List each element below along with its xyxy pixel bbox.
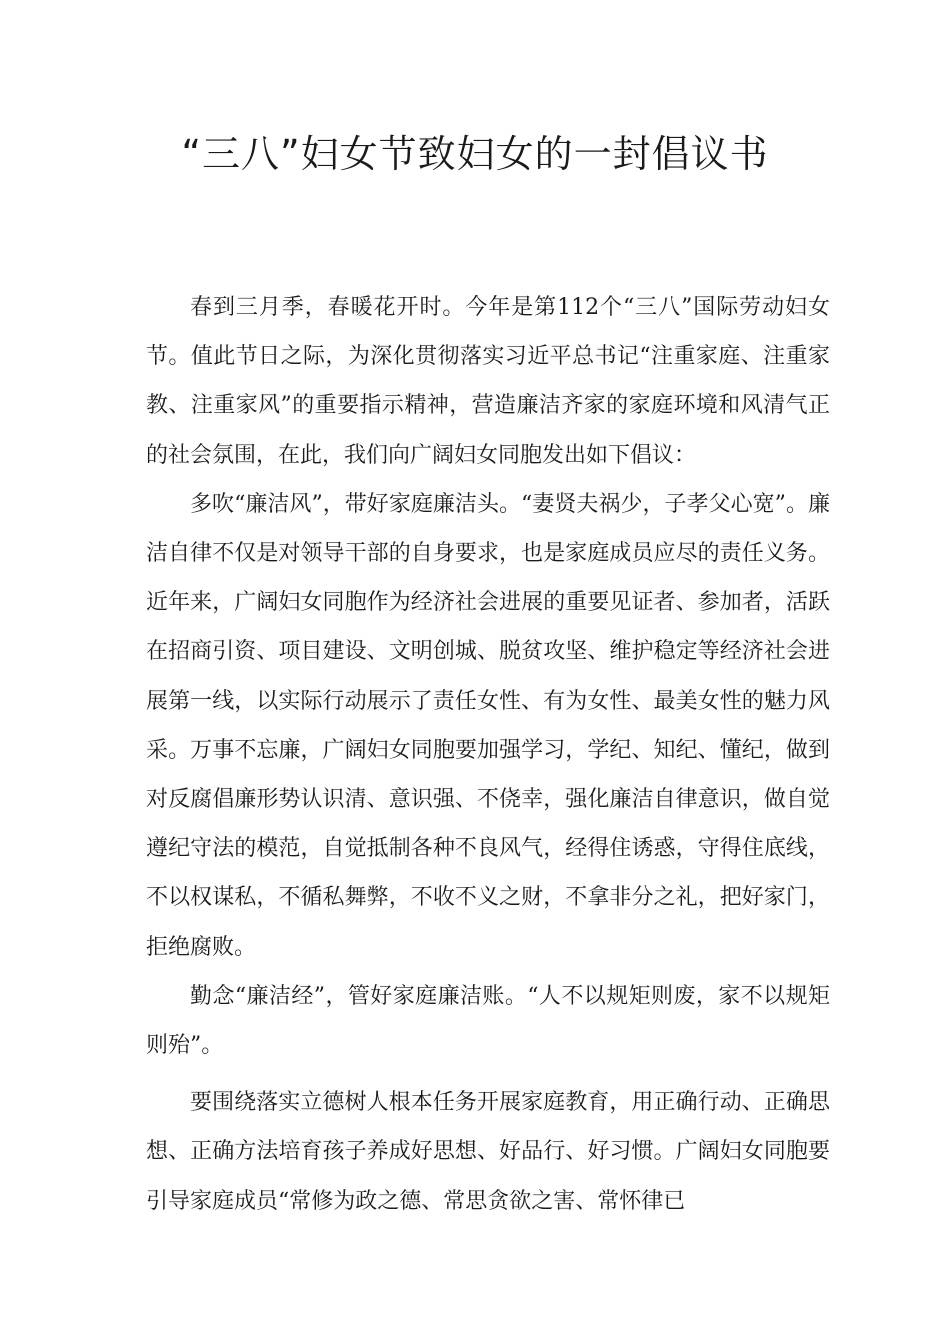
paragraph-integrity-wind: 多吹“廉洁风”，带好家庭廉洁头。“妻贤夫祸少，子孝父心宽”。廉洁自律不仅是对领导干部的自身要求，也是家庭成员应尽的责任义务。近年来，广阔妇女同胞作为经济社会进展的重要见证者、参加者，活跃在招商引资、项目建设、文明创城、脱贫攻坚、维护稳定等经济社会进展第一线，以实际行动展示了责任女性、有为女性、最美女性的魅力风采。万事不忘廉，广阔妇女同胞要加强学习，学纪、知纪、懂纪，做到对反腐倡廉形势认识清、意识强、不侥幸，强化廉洁自律意识，做自觉遵纪守法的模范，自觉抵制各种不良风气，经得住诱惑，守得住底线，不以权谋私，不循私舞弊，不收不义之财，不拿非分之礼，把好家门，拒绝腐败。 — [146, 491, 830, 960]
paragraph-family-education: 要围绕落实立德树人根本任务开展家庭教育，用正确行动、正确思想、正确方法培育孩子养成好思想、好品行、好习惯。广阔妇女同胞要引导家庭成员“常修为政之德、常思贪欲之害、常怀律已 — [146, 1090, 830, 1214]
paragraph-intro: 春到三月季，春暖花开时。今年是第112个“三八”国际劳动妇女节。值此节日之际，为深化贯彻落实习近平总书记“注重家庭、注重家教、注重家风”的重要指示精神，营造廉洁齐家的家庭环境和风清气正的社会氛围，在此，我们向广阔妇女同胞发出如下倡议： — [146, 295, 830, 468]
document-body — [146, 283, 830, 1226]
document-title: “三八”妇女节致妇女的一封倡议书 — [181, 132, 769, 176]
paragraph-integrity-scripture: 勤念“廉洁经”，管好家庭廉洁账。“人不以规矩则废，家不以规矩则殆”。 — [146, 983, 830, 1059]
